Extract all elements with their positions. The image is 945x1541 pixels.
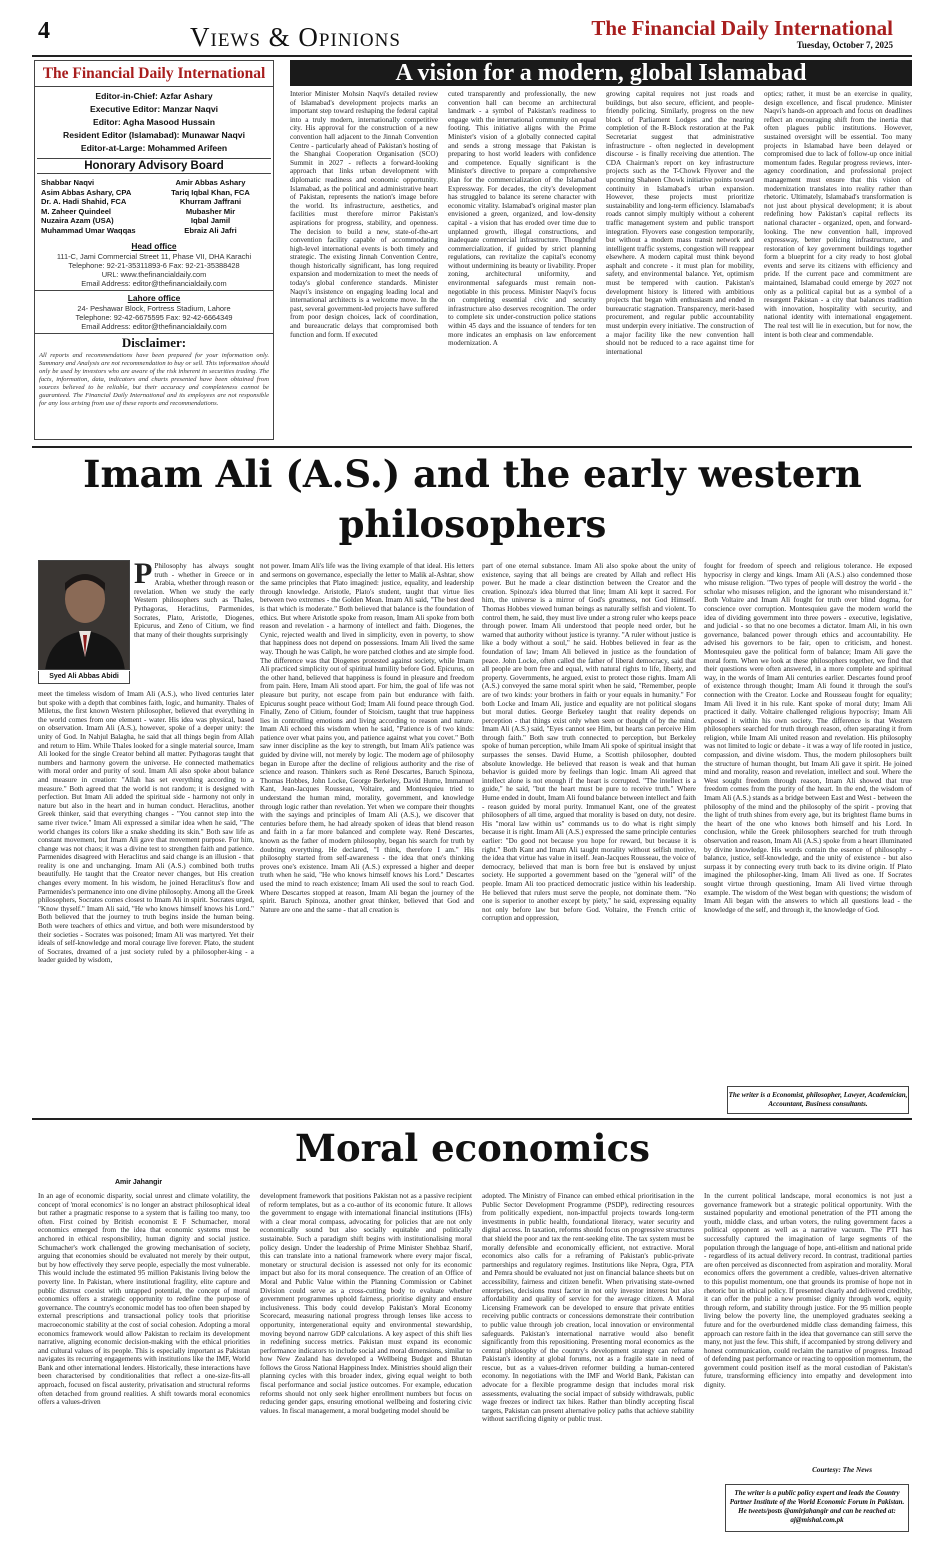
office-url[interactable]: URL: www.thefinancialdaily.com	[101, 269, 207, 279]
intro-text: Philosophy has always sought truth - whether in Greece or in Arabia, whether through reason or revelation. When we study the early Western philosophers such as Thales, Pythagoras, Heraclitus, Parmenides, Socrates, Plato, Aristotle, Diogenes, Epicurus, and Zeno of Citium, we find that many of their thoughts surprisingly	[134, 562, 254, 639]
board-member: Muhammad Umar Waqqas	[41, 225, 136, 235]
staff-line: Executive Editor: Manzar Naqvi	[90, 104, 218, 114]
article-column-3: part of one eternal substance. Imam Ali also spoke about the unity of existence, saying that all beings are created by Allah and reflect His power. But he made a clear distinction between the Creator and the creation. Spinoza's idea blurred that line; Imam Ali kept it sacred. For him, the universe is a mirror of God's greatness, not God Himself. Thomas Hobbes viewed human beings as naturally selfish and violent. To control them, he said, they must live under a strong ruler who keeps peace through power. Imam Ali understood that people need order, but he warned that authority without justice is tyranny. "A ruler without justice is like a body without a soul," he said. Hobbes believed in fear as the foundation of law; Imam Ali believed in justice as the foundation of peace. John Locke, often called the father of liberal democracy, said that all people are born free and equal, with natural rights to life, liberty, and property. Governments, he argued, exist to protect those rights. Imam Ali (A.S.) conveyed the same moral spirit when he said, "Remember, people are of two kinds: your brothers in faith or your equals in humanity." For both Locke and Imam Ali, justice and equality are not political slogans but moral duties. George Berkeley taught that reality depends on perception - that things exist only when seen or thought of by the mind. Imam Ali (A.S.) said, "Eyes cannot see Him, but hearts can perceive Him through faith." Both saw truth connected to perception, but Berkeley spoke of human perception, while Imam Ali spoke of spiritual insight that surpasses the senses. David Hume, a Scottish philosopher, doubted absolute knowledge. He believed that reason is weak and that human behavior is guided more by feelings than logic. Imam Ali agreed that intellect alone is not enough if the heart is corrupted. "The intellect is a guide," he said, "but the heart must be pure to receive truth." Where Hume ended in doubt, Imam Ali found balance between intellect and faith - reason guided by moral purity. Immanuel Kant, one of the greatest philosophers of all time, argued that morality is based on duty, not desire. His "moral law within us" commands us to do what is right simply because it is right. Imam Ali (A.S.) expressed the same principle centuries earlier: "Do good not because you hope for reward, but because it is right." Both Kant and Imam Ali taught morality without selfish motive, the idea that virtue has value in itself. Jean-Jacques Rousseau, the voice of democracy, believed that man is born free but is enslaved by unjust society. He supported a government based on the "general will" of the people. Imam Ali too practiced democratic justice within his leadership. He believed that rulers must serve the people, not dominate them. "No one is superior to another except by piety," he said, expressing equality not only before law but before God. Voltaire, the French critic of corruption and oppression,	[482, 562, 696, 923]
staff-line: Editor-in-Chief: Azfar Ashary	[95, 91, 213, 101]
office-line: 24- Peshawar Block, Fortress Stadium, Lahore	[77, 303, 231, 313]
editorial-column-2: cuted transparently and professionally, the new convention hall can become an architectural landmark - a symbol of Pakistan's readiness to engage with the international community on equal footing. This initiative aligns with the Prime Minister's vision of a globally connected capital and sends a strong message that Pakistan is preparing to host world leaders with confidence and competence. Equally significant is the Minister's directive to prepare a comprehensive plan for the commercialization of the Islamabad Expressway. For decades, the city's development has struggled to balance its serene character with economic vitality. Islamabad's original master plan envisioned a green, organized, and low-density capital - a vision that has eroded over time due to unplanned growth, illegal constructions, and inadequate commercial infrastructure. Thoughtful commercialization, if guided by strict planning regulations, can revitalize the capital's economy without undermining its beauty or livability. Proper zoning, architectural uniformity, and environmental safeguards must remain non-negotiable in this process. Minister Naqvi's focus on completing essential civic and security infrastructure also deserves recognition. The order to complete six under-construction police stations within 45 days and the issuance of tenders for ten more indicates an emphasis on law enforcement modernization. A	[448, 90, 596, 348]
author-byline: Amir Jahangir	[115, 1179, 163, 1186]
section-title: Views & Opinions	[190, 22, 401, 52]
article-column-2: development framework that positions Pakistan not as a passive recipient of reform templates, but as a co-author of its economic future. It allows the government to engage with international financial institutions (IFIs) with a clear moral compass, advocating for policies that are not only economically sound but also socially equitable and politically sustainable. Such a paradigm shift begins with institutionalising moral policy design. Under the leadership of Prime Minister Shehbaz Sharif, this can translate into a national framework where every major fiscal, monetary or structural decision is assessed not only for its economic impact but also for its moral consequence. The creation of an Office of Moral and Public Value within the Planning Commission or Cabinet Division could serve as a cross-cutting body to evaluate whether government programmes uphold fairness, prioritise dignity and ensure inclusiveness. This body could develop Pakistan's Moral Economy Scorecard, measuring national progress through lenses like access to opportunity, intergenerational equity and environmental stewardship, moving beyond narrow GDP calculations. A key aspect of this shift lies in redefining success metrics. Pakistan must expand its economic performance indicators to include social and moral dimensions, similar to how New Zealand has developed a Wellbeing Budget and Bhutan follows the Gross National Happiness Index. Ministries should align their planning cycles with this broader index, giving equal weight to both fiscal performance and social justice outcomes. For example, education reforms should not only seek higher enrollment numbers but focus on reducing gender gaps, ensuring emotional wellbeing and fostering civic values. In fiscal management, a moral budgeting model should be	[260, 1192, 472, 1415]
courtesy-line: Courtesy: The News	[812, 1466, 872, 1474]
editorial-column-1: Interior Minister Mohsin Naqvi's detailed review of Islamabad's development projects marks an important step toward reshaping the federal capital into a truly modern, internationally competitive city. His approval for the construction of a new convention hall adjacent to the Jinnah Convention Centre - particularly ahead of Pakistan's hosting of the Shanghai Cooperation Organisation (SCO) Summit in 2027 - reflects a forward-looking approach that links urban development with diplomatic readiness and economic opportunity. Islamabad, as the political and administrative heart of Pakistan, represents the nation's image before the world. Its infrastructure, aesthetics, and facilities must therefore mirror Pakistan's aspirations for progress, stability, and openness. The decision to build a new, state-of-the-art convention facility capable of accommodating high-level international events is both timely and strategic. The existing Jinnah Convention Centre, though historically significant, has long required expansion and modernization to meet the needs of today's global conference standards. Minister Naqvi's insistence on engaging leading local and international architects is a welcome move. In the past, several government-led projects have suffered from poor design choices, lack of coordination, and bureaucratic delays that compromised both function and form. If executed	[290, 90, 438, 339]
drop-cap: P	[134, 562, 153, 590]
author-caption: Syed Ali Abbas Abidi	[38, 671, 130, 684]
staff-line: Editor-at-Large: Mohammed Arifeen	[80, 143, 228, 153]
lahore-office-title: Lahore office	[127, 292, 181, 303]
staff-line: Resident Editor (Islamabad): Munawar Naqvi	[63, 130, 245, 140]
article-column-4: fought for freedom of speech and religious tolerance. He exposed hypocrisy in clergy and kings. Imam Ali (A.S.) also condemned those who misuse religion. "Two types of people will destroy the world - the scholar who misuses religion, and the ignorant who misunderstand it." Both Voltaire and Imam Ali fought for truth over blind dogma, for conscience over corruption. Montesquieu gave the modern world the idea of dividing government into three powers - executive, legislative, and judicial - so that no one becomes a dictator. Imam Ali, in his own governance, balanced power through ethics and accountability. He advised his governors to be fair, open to criticism, and honest. Montesquieu gave the political form of balance; Imam Ali gave the moral form. When we look at these philosophers together, we find that their questions were often answered, in a more complete and spiritual way, in the words of Imam Ali centuries earlier. Descartes found proof of existence through thought; Imam Ali found it through the soul's connection with the Creator. Locke and Rousseau fought for equality; Imam Ali lived it in his rule. Kant spoke of moral duty; Imam Ali practiced it daily. Voltaire challenged religious hypocrisy; Imam Ali exposed it within his own society. The difference is that Western philosophers searched for truth through reason, often separating it from religion, while Imam Ali united reason and revelation. His philosophy was not limited to logic or debate - it was a way of life rooted in justice, compassion, and divine wisdom. Thus, the modern philosophers built the structure of human thought, but Imam Ali gave it spirit. He joined mind and morality, reason and revelation, intellect and soul. Where the West sought freedom through reason, Imam Ali showed that true freedom comes from the purity of the heart. In the end, the wisdom of Imam Ali (A.S.) stands as a bridge between East and West - between the philosophy of the mind and the philosophy of the spirit - proving that the light of truth shines from every age, but its brightest flame burns in the heart of the one who knows both himself and his Lord. In conclusion, while the Greek philosophers searched for truth through observation and reason, Imam Ali (A.S.) spoke from a heart illuminated by divine knowledge. His words contain the essence of philosophy - balance, justice, self-knowledge, and the unity of existence - but also surpass it by connecting every truth back to its divine origin. If Plato imagined the philosopher-king, Imam Ali lived as one. If Socrates sought virtue through questioning, Imam Ali lived virtue through example. The wisdom of the West began with questions; the wisdom of Imam Ali began with the answers to which all questions lead - the knowledge of the self, and through it, the knowledge of God.	[704, 562, 912, 914]
office-line: Telephone: 92-42-6675595 Fax: 92-42-6664349	[75, 312, 233, 322]
board-member: Asim Abbas Ashary, CPA	[41, 187, 132, 197]
article-column-3: adopted. The Ministry of Finance can embed ethical prioritisation in the Public Sector Development Programme (PSDP), redirecting resources from politically expedient, non-impactful projects towards long-term investments in public health, foundational literacy, water security and digital access. In taxation, reforms should focus on progressive structures that shield the poor and tax the rent-seeking elite. The tax system must be morally defensible and economically efficient, not extractive. Moral economics also calls for a reframing of Pakistan's public-private partnerships and regulatory regimes. Institutions like Nepra, Ogra, PTA and Pemra should be evaluated not just on financial balance sheets but on accessibility, fairness and citizen benefit. When privatising state-owned enterprises, decisions must factor in not only investor interest but also affordability and quality of service for the average citizen. A Moral Licensing Framework can be developed to ensure that private entities receiving public contracts or concessions demonstrate their contribution to public value through job creation, local innovation or environmental safeguards. Pakistan's international narrative would also benefit significantly from this repositioning. Presenting moral economics as the central philosophy of the country's development strategy can reframe Pakistan's identity at global forums, not as a fragile state in need of rescue, but as a values-driven reformer building a human-centered economy. In negotiations with the IMF and World Bank, Pakistan can advocate for a flexible programme design that includes moral risk assessments, evaluating the social impact of subsidy withdrawals, public wage freezes or indirect tax hikes. Rather than blindly accepting fiscal targets, Pakistan can present alternative policy paths that achieve stability without sacrificing dignity or public trust.	[482, 1192, 694, 1424]
page-header	[0, 0, 945, 56]
section-divider	[32, 446, 912, 448]
editorial-column-4: optics; rather, it must be an exercise in quality, design excellence, and fiscal prudence. Minister Naqvi's hands-on approach and focus on deadlines reflect an encouraging shift from the inertia that often plagues public institutions. However, sustained oversight will be essential. Too many projects in Islamabad have been delayed or compromised due to lack of follow-up once initial momentum fades. Regular progress reviews, inter-agency coordination, and professional project management must ensure that this vision of modernization translates into reality rather than rhetoric. Ultimately, Islamabad's transformation is not just about physical development; it is about redefining how Pakistan's capital reflects its national character - organized, open, and forward-looking. The new convention hall, improved expressway, better policing infrastructure, and restoration of key government buildings together form a blueprint for a city ready to host global events and serve its citizens with efficiency and pride. If the current pace and commitment are maintained, Islamabad could emerge by 2027 not only as a political capital but as a symbol of a resurgent Pakistan - a city that balances tradition with innovation, hospitality with security, and national identity with international engagement. The real test will lie in execution, but for now, the intent is both clear and commendable.	[764, 90, 912, 339]
article-column-2: not power. Imam Ali's life was the living example of that ideal. His letters and sermons on governance, especially the letter to Malik al-Ashtar, show the same principles that Plato imagined: justice, equality, and leadership through knowledge. Aristotle, Plato's student, taught that virtue lies between two extremes - the Golden Mean. Imam Ali said, "The best deed is that which is moderate." Both believed that balance is the foundation of ethics. But where Aristotle spoke from reason, Imam Ali spoke from both reason and revelation - a harmony of intellect and faith. Diogenes, the Cynic, rejected wealth and lived in simplicity, even in poverty, to show that happiness does not depend on possessions. Imam Ali lived the same way. Though he was Caliph, he wore patched clothes and ate simple food. The difference was that Diogenes protested against society, while Imam Ali practiced simplicity out of spiritual humility before God. Epicurus, on the other hand, believed that happiness is found in pleasure and freedom from pain. Here, Imam Ali stood apart. For him, the goal of life was not pleasure but purity, not escape from pain but endurance with faith. Epicurus sought peace without God; Imam Ali found peace through God. Finally, Zeno of Citium, founder of Stoicism, taught that true happiness lies in controlling emotions and living according to reason and nature. Imam Ali echoed this wisdom when he said, "Patience is of two kinds: patience over what pains you, and patience against what you covet." Both saw inner discipline as the key to strength, but Imam Ali's patience was guided by divine will, not merely by logic. The modern age of philosophy began in Europe after the decline of religious authority and the rise of science and reason. Thinkers such as René Descartes, Baruch Spinoza, Thomas Hobbes, John Locke, George Berkeley, David Hume, Immanuel Kant, Jean-Jacques Rousseau, Voltaire, and Montesquieu tried to understand the human mind, morality, government, and knowledge through logic rather than revelation. Yet when we compare their thoughts with the sayings and principles of Imam Ali (A.S.), we discover that centuries before them, he had already spoken of ideas that blend reason and faith in a far more balanced and complete way. René Descartes, known as the father of modern philosophy, began his search for truth by doubting everything. He declared, "I think, therefore I am." His philosophy started from self-awareness - the idea that one's thinking proves one's existence. Imam Ali (A.S.) expressed a higher and deeper truth when he said, "He who knows himself knows his Lord." Descartes used the mind to reach existence; Imam Ali used the soul to reach God. Where Descartes stopped at reason, Imam Ali began the journey of the spirit. Baruch Spinoza, another great thinker, believed that God and Nature are one and the same - that all creation is	[260, 562, 474, 914]
board-right-column	[154, 178, 267, 236]
masthead-name: The Financial Daily International	[35, 61, 273, 87]
head-office-title: Head office	[131, 240, 177, 251]
office-email[interactable]: Email Address: editor@thefinancialdaily.com	[81, 321, 227, 331]
page-number: 4	[38, 18, 50, 44]
masthead-box	[34, 60, 274, 440]
editorial-headline: A vision for a modern, global Islamabad	[290, 60, 912, 86]
staff-line: Editor: Agha Masood Hussain	[93, 117, 215, 127]
board-member: Dr. A. Hadi Shahid, FCA	[41, 197, 127, 207]
article-headline-line-1: Imam Ali (A.S.) and the early western	[83, 452, 862, 496]
author-note-box: The writer is a Economist, philosopher, Lawyer, Academician, Accountant, Business consultants.	[727, 1086, 909, 1114]
article-column-1: meet the timeless wisdom of Imam Ali (A.S.), who lived centuries later but spoke with a depth that combines faith, logic, and humanity. Thales of Miletus, the first known Western philosopher, believed that everything in the world comes from one element - water. His idea was physical, based on observation. Imam Ali (A.S.), however, spoke of a deeper unity: the unity of God. In Nahjul Balagha, he said that all things begin from Allah and return to Him. While Thales looked for a single material source, Imam Ali looked for the single Creator behind all matter. Pythagoras taught that numbers and harmony govern the universe. He connected mathematics with moral order and purity of soul. Imam Ali also spoke about balance and measure in creation: "Allah has set everything according to a measure." Both agreed that the world is not random; it is designed with perfection. But Imam Ali added the spiritual side - harmony not only in nature but also in the heart and in human conduct. Heraclitus, another Greek thinker, said that everything changes - "You cannot step into the same river twice." Imam Ali expressed a similar idea when he said, "The world changes its colors like a snake shedding its skin." Both saw life as constant movement, but Imam Ali gave that movement purpose. For him, change was not chaos; it was a divine test to strengthen faith and patience. Parmenides disagreed with Heraclitus and said change is an illusion - that reality is one and unchanging. Imam Ali (A.S.) combined both truths beautifully. He taught that the Creator never changes, but His creation changes every moment. In his wisdom, he joined Heraclitus's flow and Parmenides's permanence into one divine philosophy. Among all the Greek philosophers, Socrates comes closest to Imam Ali in spirit. Socrates urged, "Know thyself." Imam Ali said, "He who knows himself knows his Lord." Both believed that the journey to truth begins inside the human being. Both were teachers of ethics and virtue, and both were misunderstood by their societies - Socrates was poisoned; Imam Ali was martyred. Yet their ideals of self-knowledge and moral courage live forever. Plato, the student of Socrates, dreamed of a just society ruled by a philosopher-king - a leader guided by wisdom,	[38, 690, 254, 965]
head-office-details	[35, 251, 273, 291]
editorial-staff	[35, 87, 273, 158]
article-headline: Moral economics	[295, 1126, 650, 1170]
board-member: Amir Abbas Ashary	[175, 178, 246, 187]
board-member: Shabbar Naqvi	[41, 178, 95, 187]
office-line: 111-C, Jami Commercial Street 11, Phase VII, DHA Karachi	[56, 251, 252, 261]
disclaimer-text: All reports and recommendations have been prepared for your information only. Summary and Analysis are not recommendation to buy or sell. This information should only be used by investors who are aware of the risk inherent in securities trading. The facts, information, data, indicators and charts presented have been obtained from sources believed to be reliable, but their accuracy and completeness cannot be guaranteed. The Financial Daily International and its employees are not responsible for any loss arising from use of these reports and recommendations.	[39, 351, 269, 407]
lahore-office-details	[35, 303, 273, 334]
article-intro	[134, 562, 254, 688]
board-member: Tariq Iqbal Khan, FCA	[171, 187, 250, 197]
editorial-column-3: growing capital requires not just roads and buildings, but also secure, efficient, and people-friendly policing. Similarly, progress on the new block of Parliament Lodges and the nearing completion of the R-Block restoration at the Pak Secretariat suggest that administrative infrastructure - often neglected in development discourse - is finally receiving due attention. The CDA Chairman's report on key infrastructure projects such as the T-Chowk Flyover and the upcoming Shaheen Chowk initiative points toward continuity in Islamabad's urban expansion. However, these projects must prioritize sustainability and long-term efficiency. Islamabad's roads cannot simply multiply without a coherent traffic management system and public transport integration. Flyovers ease congestion temporarily, but without a modern mass transit network and intelligent traffic systems, congestion will reappear elsewhere. A modern capital must think beyond asphalt and concrete - it must plan for mobility, safety, and environmental balance. Yet, optimism must be tempered with caution. Pakistan's development history is littered with ambitious projects that began with enthusiasm and ended in bureaucratic stagnation. Transparency, merit-based procurement, and regular public accountability must underpin every initiative. The construction of a major facility like the new convention hall should not be reduced to a race against time for international	[606, 90, 754, 356]
disclaimer-title: Disclaimer:	[121, 334, 187, 350]
board-member: M. Zaheer Quindeel	[41, 206, 112, 216]
board-member: Mubasher Mir	[185, 206, 236, 216]
board-member: Iqbal Jamil	[190, 216, 231, 226]
author-portrait-image	[39, 561, 130, 670]
author-note-box: The writer is a public policy expert and leads the Country Partner Institute of the World Economic Forum in Pakistan. He tweets/posts @amirjahangir and can be reached at: aj@mishal.com.pk	[725, 1484, 909, 1532]
article-column-4-wrapper	[704, 1192, 912, 1480]
board-left-column	[41, 178, 154, 236]
office-line: Telephone: 92-21-35311893-6 Fax: 92-21-35388428	[68, 260, 240, 270]
issue-date: Tuesday, October 7, 2025	[796, 40, 893, 50]
advisory-board-list	[35, 174, 273, 239]
paper-name: The Financial Daily International	[591, 16, 893, 40]
header-rule	[32, 55, 912, 57]
board-member: Khurram Jaffrani	[179, 197, 242, 207]
article-column-4: In the current political landscape, moral economics is not just a governance framework but a strategic political opportunity. With the sustained popularity and emotional penetration of the PTI among the youth, middle class, and urban voters, the ruling government faces a political opponent as well as a narrative vacuum. The PTI has successfully captured the imagination of large segments of the population through the language of hope, anti-elitism and national pride - regardless of its actual delivery record. In contrast, traditional parties are often perceived as disconnected from aspiration and morality. Moral economics offers the government a credible, values-driven alternative to this populist momentum, one that grounds its promise of hope not in rhetoric but in ethical policy. If presented clearly and delivered credibly, it can offer the public a new promise: dignity through work, equity through reform, and stability through justice. For the 95 million people living below the poverty line, the unemployed graduates seeking a future and for the overburdened middle class demanding fairness, this approach can restore faith in the idea that governance can still serve the many, not just the few. This shift, if accompanied by strong delivery and honest communication, could reclaim the narrative of progress. Instead of defending past performance or reacting to opposition momentum, the government could position itself as the moral custodian of Pakistan's future, transforming efficiency into empathy and development into dignity.	[704, 1192, 912, 1390]
author-photo	[38, 560, 130, 670]
advisory-board-title: Honorary Advisory Board	[37, 158, 271, 174]
board-member: Nuzaira Azam (USA)	[41, 216, 114, 226]
article-column-1: In an age of economic disparity, social unrest and climate volatility, the concept of 'moral economics' is no longer an abstract philosophical ideal but rather a pragmatic response to a system that is failing too many, too often. First coined by British economist E F Schumacher, moral economics emerged from the idea that economic systems must be anchored in ethical responsibility, human dignity and social justice. Schumacher's work challenged the growing mechanisation of society, arguing that economies should be evaluated not merely by their output, but by how effectively they serve people, especially the most vulnerable. This would include the estimated 95 million Pakistanis living below the poverty line. In Pakistan, where institutional fragility, elite capture and public distrust coexist with untapped potential, the concept of moral economics offers a strategic opportunity to redefine the purpose of governance. The country's economic model has too often been shaped by external prescriptions and transactional policy tools that prioritise macroeconomic stability at the cost of social cohesion. Adopting a moral economics framework would allow Pakistan to reclaim its development narrative, aligning economic decision-making with the ethical priorities and cultural values of its people. This is especially important as Pakistan navigates its recurring engagements with institutions like the IMF, World Bank and other international lenders. Historically, these interactions have been characterised by conditionalities that reflect a one-size-fits-all approach, focused on fiscal austerity, privatisation and structural reforms often detached from ground realities. A shift towards moral economics offers a values-driven	[38, 1192, 250, 1407]
office-email[interactable]: Email Address: editor@thefinancialdaily.com	[81, 278, 227, 288]
board-member: Ebraiz Ali Jafri	[184, 225, 237, 235]
article-headline-line-2: philosophers	[338, 502, 607, 546]
